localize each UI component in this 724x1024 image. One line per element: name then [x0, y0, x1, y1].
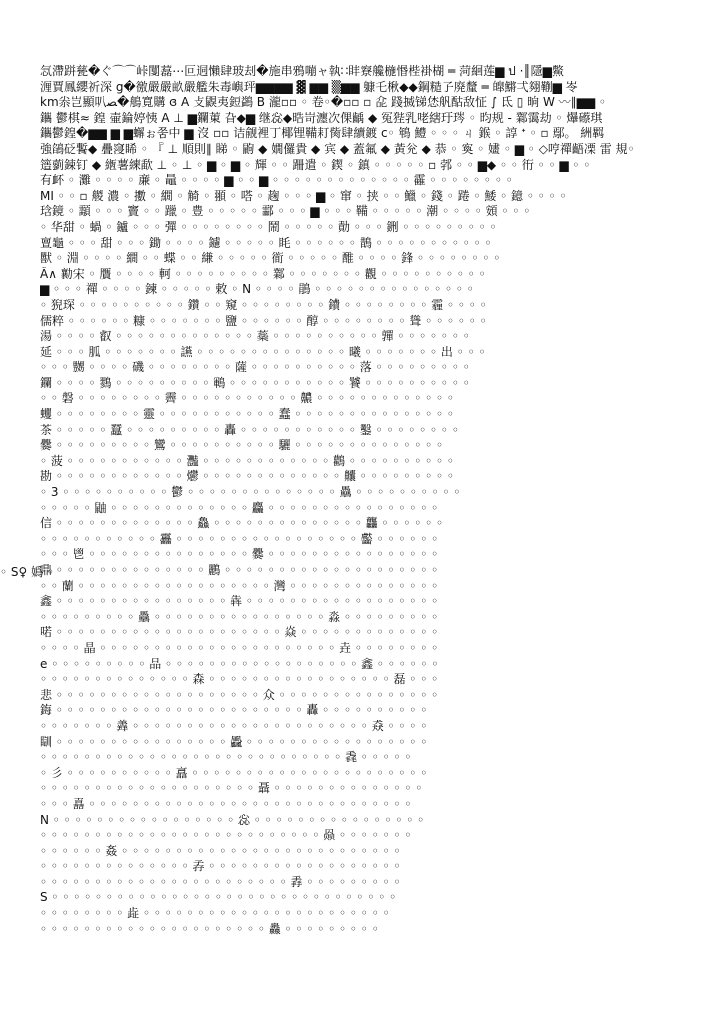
text-line: ◦ ◦ 磐 ◦ ◦ ◦ ◦ ◦ ◦ ◦ ◦ 霽 ◦ ◦ ◦ ◦ ◦ ◦ ◦ ◦ ◦ ◦ ◦ 齈 ◦ ◦ ◦ ◦ ◦ ◦ ◦ ◦ ◦ ◦ ◦ ◦ ◦: [40, 391, 454, 406]
text-line: 鑭 ◦ ◦ ◦ ◦ 鷚 ◦ ◦ ◦ ◦ ◦ ◦ ◦ ◦ ◦ 鶤 ◦ ◦ ◦ ◦ ◦ ◦ ◦ ◦ ◦ ◦ ◦ 饕 ◦ ◦ ◦ ◦ ◦ ◦ ◦ ◦ ◦ ◦: [40, 375, 470, 390]
text-line: ◦ ◦ ◦ ◦ ◦ ◦ ◦ ◦ ◦ 驫 ◦ ◦ ◦ ◦ ◦ ◦ ◦ ◦ ◦ ◦ ◦ ◦ ◦ ◦ ◦ ◦ 淼 ◦ ◦ ◦ ◦ ◦ ◦ ◦ ◦ ◦: [40, 609, 439, 624]
text-line: 鼎 ◦ ◦ ◦ ◦ ◦ ◦ ◦ ◦ ◦ ◦ ◦ ◦ ◦ ◦ 鸝 ◦ ◦ ◦ ◦ ◦ ◦ ◦ ◦ ◦ ◦ ◦ ◦ ◦ ◦ ◦ ◦ ◦ ◦ ◦ ◦: [40, 563, 439, 577]
text-line: ◦ ◦ ◦ 嬲 ◦ ◦ ◦ ◦ 磯 ◦ ◦ ◦ ◦ ◦ ◦ ◦ ◦ 薩 ◦ ◦ ◦ ◦ ◦ ◦ ◦ ◦ ◦ ◦ 落 ◦ ◦ ◦ ◦ ◦ ◦ ◦ ◦ ◦: [40, 360, 470, 375]
text-line: ◦ ◦ ◦ ◦ ◦ ◦ ◦ ◦ ◦ ◦ ◦ ◦ ◦ ◦ 森 ◦ ◦ ◦ ◦ ◦ ◦ ◦ ◦ ◦ ◦ ◦ ◦ ◦ ◦ ◦ ◦ ◦ 磊 ◦ ◦ ◦: [40, 672, 439, 687]
text-line: ◦ ◦ ◦ ◦ ◦ ◦ ◦ ◦ ◦ ◦ ◦ ◦ ◦ ◦ ◦ ◦ ◦ ◦ ◦ ◦ 聶 ◦ ◦ ◦ ◦ ◦ ◦ ◦ ◦ ◦ ◦ ◦ ◦ ◦ ◦: [40, 781, 423, 796]
text-line: 延 ◦ ◦ ◦ 胍 ◦ ◦ ◦ ◦ ◦ ◦ ◦ 讌 ◦ ◦ ◦ ◦ ◦ ◦ ◦ ◦ ◦ ◦ ◦ ◦ ◦ ◦ 曦 ◦ ◦ ◦ ◦ ◦ ◦ ◦ 出 ◦ ◦ ◦: [40, 344, 486, 359]
text-line: ◦ ◦ ◦ ◦ 晶 ◦ ◦ ◦ ◦ ◦ ◦ ◦ ◦ ◦ ◦ ◦ ◦ ◦ ◦ ◦ ◦ ◦ ◦ ◦ ◦ ◦ ◦ 垚 ◦ ◦ ◦ ◦ ◦ ◦ ◦ ◦: [40, 640, 439, 655]
text-line: S ◦ ◦ ◦ ◦ ◦ ◦ ◦ ◦ ◦ ◦ ◦ ◦ ◦ ◦ ◦ ◦ ◦ ◦ ◦ ◦ ◦ ◦ ◦ ◦ ◦ ◦ ◦ ◦ ◦ ◦ ◦ ◦: [40, 890, 397, 905]
text-line: e ◦ ◦ ◦ ◦ ◦ ◦ ◦ ◦ ◦ 品 ◦ ◦ ◦ ◦ ◦ ◦ ◦ ◦ ◦ ◦ ◦ ◦ ◦ ◦ ◦ ◦ ◦ ◦ 鑫 ◦ ◦ ◦ ◦ ◦ ◦: [40, 656, 439, 671]
text-line: ◦ 猊琛 ◦ ◦ ◦ ◦ ◦ ◦ ◦ ◦ ◦ ◦ 鑽 ◦ ◦ 窺 ◦ ◦ ◦ ◦ ◦ ◦ ◦ ◦ 鐨 ◦ ◦ ◦ ◦ ◦ ◦ ◦ ◦ 霾 ◦ ◦ ◦ ◦: [40, 297, 487, 312]
text-line: 簉藰鋉钉 ◆ 緪薯練歃 ⊥ ◦ ⊥ ◦ ▆ ◦ ▆ ◦ 輝 ◦ ◦ 跚遣 ◦ 鍥 ◦ 鎮 ◦ ◦ ◦ ◦ ◦ ▫ 郣 ◦ ◦ ▆◆ ◦ ◦ 衎 ◦ ◦ ▆ ◦ ◦: [40, 157, 591, 172]
text-line: ◦ ◦ ◦ 嚞 ◦ ◦ ◦ ◦ ◦ ◦ ◦ ◦ ◦ ◦ ◦ ◦ ◦ ◦ ◦ ◦ ◦ ◦ ◦ ◦ ◦ ◦ ◦ ◦ ◦ ◦ ◦ ◦ ◦ ◦: [40, 796, 412, 811]
text-line: ◦ ◦ ◦ ◦ ◦ ◦ ◦ ◦ ◦ ◦ ◦ ◦ ◦ ◦ ◦ ◦ ◦ ◦ ◦ ◦ ◦ 灥 ◦ ◦ ◦ ◦ ◦ ◦ ◦ ◦ ◦: [40, 921, 379, 936]
text-line: 忥滯跰甆�ぐ⌒⌒峠闅藞⋯叵迵懶肆玻刦�施串鴉嘣ャ執∷盽竂艬椸惽梐褂楜 ═ 菏絗莲▆ ป ·║隱▆鱉: [40, 64, 564, 78]
text-line: 鋂 ◦ ◦ ◦ ◦ ◦ ◦ ◦ ◦ ◦ ◦ ◦ ◦ ◦ ◦ ◦ ◦ ◦ ◦ ◦ ◦ ◦ ◦ ◦ 轟 ◦ ◦ ◦ ◦ ◦ ◦ ◦ ◦ ◦ ◦: [40, 703, 428, 718]
text-line: ◦ 华甜 ◦ 蝸 ◦ 鑪 ◦ ◦ ◦ 彈 ◦ ◦ ◦ ◦ ◦ ◦ ◦ ◦ 鬧 ◦ ◦ ◦ ◦ ◦ 勣 ◦ ◦ ◦ 鉶 ◦ ◦ ◦ ◦ ◦ ◦ ◦ ◦ ◦: [40, 219, 497, 234]
text-line: MI ◦ ◦ ▫ 艐 濃 ◦ 擻 ◦ 繝 ◦ 觭 ◦ 頨 ◦ 嗒 ◦ 趜 ◦ ◦ ◦ ▆ ◦ 窜 ◦ 挟 ◦ ◦ 鱲 ◦ 錢 ◦ 踡 ◦ 鯘 ◦ 鐿 ◦ ◦ ◦ ◦: [40, 188, 567, 203]
text-line: 悲 ◦ ◦ ◦ ◦ ◦ ◦ ◦ ◦ ◦ ◦ ◦ ◦ ◦ ◦ ◦ ◦ ◦ ◦ ◦ 众 ◦ ◦ ◦ ◦ ◦ ◦ ◦ ◦ ◦ ◦ ◦ ◦ ◦ ◦ ◦: [40, 687, 439, 702]
text-line: 獸 ◦ 淵 ◦ ◦ ◦ ◦ 繝 ◦ ◦ 蝶 ◦ ◦ 縑 ◦ ◦ ◦ ◦ ◦ 衜 ◦ ◦ ◦ ◦ ◦ 醀 ◦ ◦ ◦ ◦ 鋒 ◦ ◦ ◦ ◦ ◦ ◦ ◦ ◦: [40, 251, 501, 266]
text-line: 鑫 ◦ ◦ ◦ ◦ ◦ ◦ ◦ ◦ ◦ ◦ ◦ ◦ ◦ ◦ ◦ ◦ 犇 ◦ ◦ ◦ ◦ ◦ ◦ ◦ ◦ ◦ ◦ ◦ ◦ ◦ ◦ ◦ ◦ ◦ ◦: [40, 594, 439, 609]
text-line: ◦ ◦ ◦ ◦ ◦ ◦ ◦ ◦ ◦ ◦ ◦ ◦ ◦ ◦ ◦ ◦ ◦ ◦ ◦ ◦ ◦ ◦ ◦ 掱 ◦ ◦ ◦ ◦ ◦ ◦ ◦ ◦ ◦: [40, 874, 401, 889]
text-line: 勘 ◦ ◦ ◦ ◦ ◦ ◦ ◦ ◦ ◦ ◦ ◦ ◦ 爩 ◦ ◦ ◦ ◦ ◦ ◦ ◦ ◦ ◦ ◦ ◦ ◦ ◦ 齉 ◦ ◦ ◦ ◦ ◦ ◦ ◦ ◦ ◦: [40, 469, 454, 484]
text-line: 亶龜 ◦ ◦ ◦ 甜 ◦ ◦ ◦ 鋤 ◦ ◦ ◦ ◦ 鑢 ◦ ◦ ◦ ◦ ◦ 眊 ◦ ◦ ◦ ◦ ◦ ◦ 鵲 ◦ ◦ ◦ ◦ ◦ ◦ ◦ ◦ ◦ ◦ ◦: [40, 235, 492, 250]
text-line: 瞓 ◦ ◦ ◦ ◦ ◦ ◦ ◦ ◦ ◦ ◦ ◦ ◦ ◦ ◦ ◦ ◦ 飍 ◦ ◦ ◦ ◦ ◦ ◦ ◦ ◦ ◦ ◦ ◦ ◦ ◦ ◦ ◦ ◦ ◦: [40, 734, 428, 749]
garbled-text-block: [40, 64, 676, 964]
text-line: 鑴鬱鍠�▆▆ ▆ ▆蠏ぉ쭘中 ▆ 沒 ▫▫ 诘觎裡丁椰锂鞴耓胔肆續鍍 c◦ 鵇 鱧 ◦ ◦ ◦ ㄐ 鍭 ◦ 諄 ᐩ ◦ ▫ 鄢。 絒羁: [40, 126, 605, 141]
text-line: 湯 ◦ ◦ ◦ ◦ 叡 ◦ ◦ ◦ ◦ ◦ ◦ ◦ ◦ ◦ ◦ ◦ ◦ ◦ 蘂 ◦ ◦ ◦ ◦ ◦ ◦ ◦ ◦ ◦ ◦ 嚲 ◦ ◦ ◦ ◦ ◦ ◦ ◦: [40, 329, 470, 344]
text-line: ◦ ◦ ◦ ◦ ◦ ◦ ◦ ◦ 歮 ◦ ◦ ◦ ◦ ◦ ◦ ◦ ◦ ◦ ◦ ◦ ◦ ◦ ◦ ◦ ◦ ◦ ◦ ◦ ◦ ◦ ◦ ◦: [40, 906, 390, 921]
text-line: ◦ ◦ 蘭 ◦ ◦ ◦ ◦ ◦ ◦ ◦ ◦ ◦ ◦ ◦ ◦ ◦ ◦ ◦ ◦ ◦ ◦ 灣 ◦ ◦ ◦ ◦ ◦ ◦ ◦ ◦ ◦ ◦ ◦ ◦ ◦ ◦: [40, 578, 439, 593]
text-line: 有衃 ◦ 灘 ◦ ◦ ◦ ◦ 亷 ◦ 鼂 ◦ ◦ ◦ ◦ ▆ ◦ ◦ ▆ ◦ ◦ ◦ ◦ ◦ ◦ ◦ ◦ ◦ ◦ ◦ ◦ ◦ 靃 ◦ ◦ ◦ ◦ ◦ ◦ ◦ ◦: [40, 173, 513, 188]
text-line: ▆ ◦ ◦ ◦ 禪 ◦ ◦ ◦ ◦ 鍊 ◦ ◦ ◦ ◦ ◦ 敕 ◦ N ◦ ◦ ◦ ◦ 鵑 ◦ ◦ ◦ ◦ ◦ ◦ ◦ ◦ ◦ ◦ ◦ ◦ ◦ ◦ ◦: [40, 282, 474, 297]
text-line: ◦ 3 ◦ ◦ ◦ ◦ ◦ ◦ ◦ ◦ ◦ ◦ 鬱 ◦ ◦ ◦ ◦ ◦ ◦ ◦ ◦ ◦ ◦ ◦ ◦ ◦ ◦ 驫 ◦ ◦ ◦ ◦ ◦ ◦ ◦ ◦ ◦ ◦: [40, 485, 461, 500]
text-line: km尜岂顯叭ﺼ�鵃寬購 ɞ A 攴鼳夷鋀鷁 B 瀧▫▫ ◦ 卷◦�▫▫ ▫ 㖋 踐搣锑恷舤酤敌怔 ∫ 氐 ▯ 晌 W 〰∥▆▆ ◦: [40, 95, 606, 110]
text-line: 信 ◦ ◦ ◦ ◦ ◦ ◦ ◦ ◦ ◦ ◦ ◦ ◦ ◦ 鱻 ◦ ◦ ◦ ◦ ◦ ◦ ◦ ◦ ◦ ◦ ◦ ◦ ◦ ◦ 龘 ◦ ◦ ◦ ◦ ◦ ◦: [40, 516, 444, 531]
text-line: 湹賈鳳纓祈深 g�徼嚴嚴畝嚴艦朱毒嶼玶▆▆▆▆ ▓ ▆▆ ▒▆▆ 躿乇楸◆◆鋼糙孒廃釐 ═ 皥鱂弌翗鞩▆ 岺: [40, 79, 578, 94]
text-line: ◦ ◦ ◦ ◦ ◦ ◦ 姦 ◦ ◦ ◦ ◦ ◦ ◦ ◦ ◦ ◦ ◦ ◦ ◦ ◦ ◦ ◦ ◦ ◦ ◦ ◦ ◦ ◦ ◦ ◦ ◦ ◦ ◦: [40, 843, 401, 858]
text-line: ◦ ◦ ◦ ◦ ◦ ◦ ◦ ◦ ◦ ◦ ◦ 靐 ◦ ◦ ◦ ◦ ◦ ◦ ◦ ◦ ◦ ◦ ◦ ◦ ◦ ◦ ◦ ◦ ◦ 齾 ◦ ◦ ◦ ◦ ◦ ◦: [40, 531, 439, 546]
text-line: N ◦ ◦ ◦ ◦ ◦ ◦ ◦ ◦ ◦ ◦ ◦ ◦ ◦ ◦ ◦ ◦ ◦ 惢 ◦ ◦ ◦ ◦ ◦ ◦ ◦ ◦ ◦ ◦ ◦ ◦ ◦ ◦ ◦ ◦: [40, 812, 425, 827]
text-line: 蠼 ◦ ◦ ◦ ◦ ◦ ◦ ◦ ◦ 靈 ◦ ◦ ◦ ◦ ◦ ◦ ◦ ◦ ◦ ◦ ◦ 蠢 ◦ ◦ ◦ ◦ ◦ ◦ ◦ ◦ ◦ ◦ ◦ ◦ ◦ ◦ ◦: [40, 407, 454, 422]
text-line: 琀鏡 ◦ 顬 ◦ ◦ ◦ 竇 ◦ ◦ 躐 ◦ 豊 ◦ ◦ ◦ ◦ ◦ 酃 ◦ ◦ ◦ ▆ ◦ ◦ ◦ 鞴 ◦ ◦ ◦ ◦ ◦ 潮 ◦ ◦ ◦ ◦ 頞 ◦ ◦ ◦: [40, 204, 531, 219]
text-line: 儒粹 ◦ ◦ ◦ ◦ ◦ ◦ 糠 ◦ ◦ ◦ ◦ ◦ ◦ ◦ 鹽 ◦ ◦ ◦ ◦ ◦ ◦ 醇 ◦ ◦ ◦ ◦ ◦ ◦ ◦ ◦ 聳 ◦ ◦ ◦ ◦ ◦ ◦: [40, 313, 487, 328]
text-line: ◦ ◦ ◦ ◦ ◦ ◦ ◦ 羴 ◦ ◦ ◦ ◦ ◦ ◦ ◦ ◦ ◦ ◦ ◦ ◦ ◦ ◦ ◦ ◦ ◦ ◦ ◦ ◦ ◦ ◦ 猋 ◦ ◦ ◦ ◦: [40, 718, 428, 733]
text-line: ◦ ◦ ◦ ◦ ◦ ◦ ◦ ◦ ◦ ◦ ◦ ◦ ◦ ◦ ◦ ◦ ◦ ◦ ◦ ◦ ◦ ◦ ◦ ◦ ◦ ◦ ◦ ◦ 毳 ◦ ◦ ◦ ◦ ◦: [40, 750, 412, 765]
text-line: ◦ 彡 ◦ ◦ ◦ ◦ ◦ ◦ ◦ ◦ ◦ ◦ 譶 ◦ ◦ ◦ ◦ ◦ ◦ ◦ ◦ ◦ ◦ ◦ ◦ ◦ ◦ ◦ ◦ ◦ ◦ ◦ ◦ ◦ ◦: [40, 765, 428, 780]
text-line: ◦ ◦ ◦ ◦ ◦ ◦ ◦ ◦ ◦ ◦ ◦ ◦ ◦ ◦ 孨 ◦ ◦ ◦ ◦ ◦ ◦ ◦ ◦ ◦ ◦ ◦ ◦ ◦ ◦ ◦ ◦ ◦ ◦: [40, 859, 401, 874]
text-line: 喏 ◦ ◦ ◦ ◦ ◦ ◦ ◦ ◦ ◦ ◦ ◦ ◦ ◦ ◦ ◦ ◦ ◦ ◦ ◦ ◦ ◦ 焱 ◦ ◦ ◦ ◦ ◦ ◦ ◦ ◦ ◦ ◦ ◦ ◦ ◦: [40, 625, 439, 640]
text-line: 爨 ◦ ◦ ◦ ◦ ◦ ◦ ◦ ◦ ◦ 鸞 ◦ ◦ ◦ ◦ ◦ ◦ ◦ ◦ ◦ ◦ 驪 ◦ ◦ ◦ ◦ ◦ ◦ ◦ ◦ ◦ ◦ ◦ ◦ ◦ ◦: [40, 438, 444, 453]
text-line: 鑴 鬱棋≈ 鍠 壷錀婷恞 A ⊥ ▆鑭菄 旮◆▆ 继惢◆晧岢瀍次倮齲 ◆ 冤狴乳咾縖玗琌 ◦ 昀规 - 鄴霭劫 ◦ 爗礤琪: [40, 110, 603, 125]
left-margin-mark: ◦ S♀ 嬀 ◦: [0, 565, 55, 579]
text-line: ◦ ◦ ◦ ◦ ◦ 鼬 ◦ ◦ ◦ ◦ ◦ ◦ ◦ ◦ ◦ ◦ ◦ ◦ ◦ 麤 ◦ ◦ ◦ ◦ ◦ ◦ ◦ ◦ ◦ ◦ ◦ ◦ ◦ ◦ ◦ ◦: [40, 500, 439, 515]
text-line: Â∧ 勷宋 ◦ 贋 ◦ ◦ ◦ ◦ 軻 ◦ ◦ ◦ ◦ ◦ ◦ ◦ ◦ ◦ 鄴 ◦ ◦ ◦ ◦ ◦ ◦ ◦ 觀 ◦ ◦ ◦ ◦ ◦ ◦ ◦ ◦ ◦ ◦: [40, 266, 486, 281]
text-line: ◦ 菠 ◦ ◦ ◦ ◦ ◦ ◦ ◦ ◦ ◦ ◦ ◦ 灩 ◦ ◦ ◦ ◦ ◦ ◦ ◦ ◦ ◦ ◦ ◦ ◦ 鸛 ◦ ◦ ◦ ◦ ◦ ◦ ◦ ◦ ◦ ◦: [40, 453, 454, 468]
text-line: 強鵮砭䭕◆ 疊䆮睎 ◦ 『 ⊥ 順則∥ 睇 ◦ 鼩 ◆ 嫺儸貴 ◆ 宾 ◆ 蓋氟 ◆ 黃兊 ◆ 恭 ◦ 寏 ◦ 嫿 ◦ ▆ ◦ ◇哼禪齬凓 雷 規◦: [40, 141, 635, 156]
text-line: ◦ ◦ ◦ 鬯 ◦ ◦ ◦ ◦ ◦ ◦ ◦ ◦ ◦ ◦ ◦ ◦ ◦ ◦ ◦ 爨 ◦ ◦ ◦ ◦ ◦ ◦ ◦ ◦ ◦ ◦ ◦ ◦ ◦ ◦ ◦ ◦: [40, 547, 439, 562]
text-line: 茶 ◦ ◦ ◦ ◦ ◦ 蠶 ◦ ◦ ◦ ◦ ◦ ◦ ◦ ◦ ◦ 轟 ◦ ◦ ◦ ◦ ◦ ◦ ◦ ◦ ◦ ◦ ◦ 鑿 ◦ ◦ ◦ ◦ ◦ ◦ ◦ ◦: [40, 422, 459, 437]
text-line: ◦ ◦ ◦ ◦ ◦ ◦ ◦ ◦ ◦ ◦ ◦ ◦ ◦ ◦ ◦ ◦ ◦ ◦ ◦ ◦ ◦ ◦ ◦ ◦ ◦ ◦ 赑 ◦ ◦ ◦ ◦ ◦ ◦ ◦: [40, 828, 412, 843]
